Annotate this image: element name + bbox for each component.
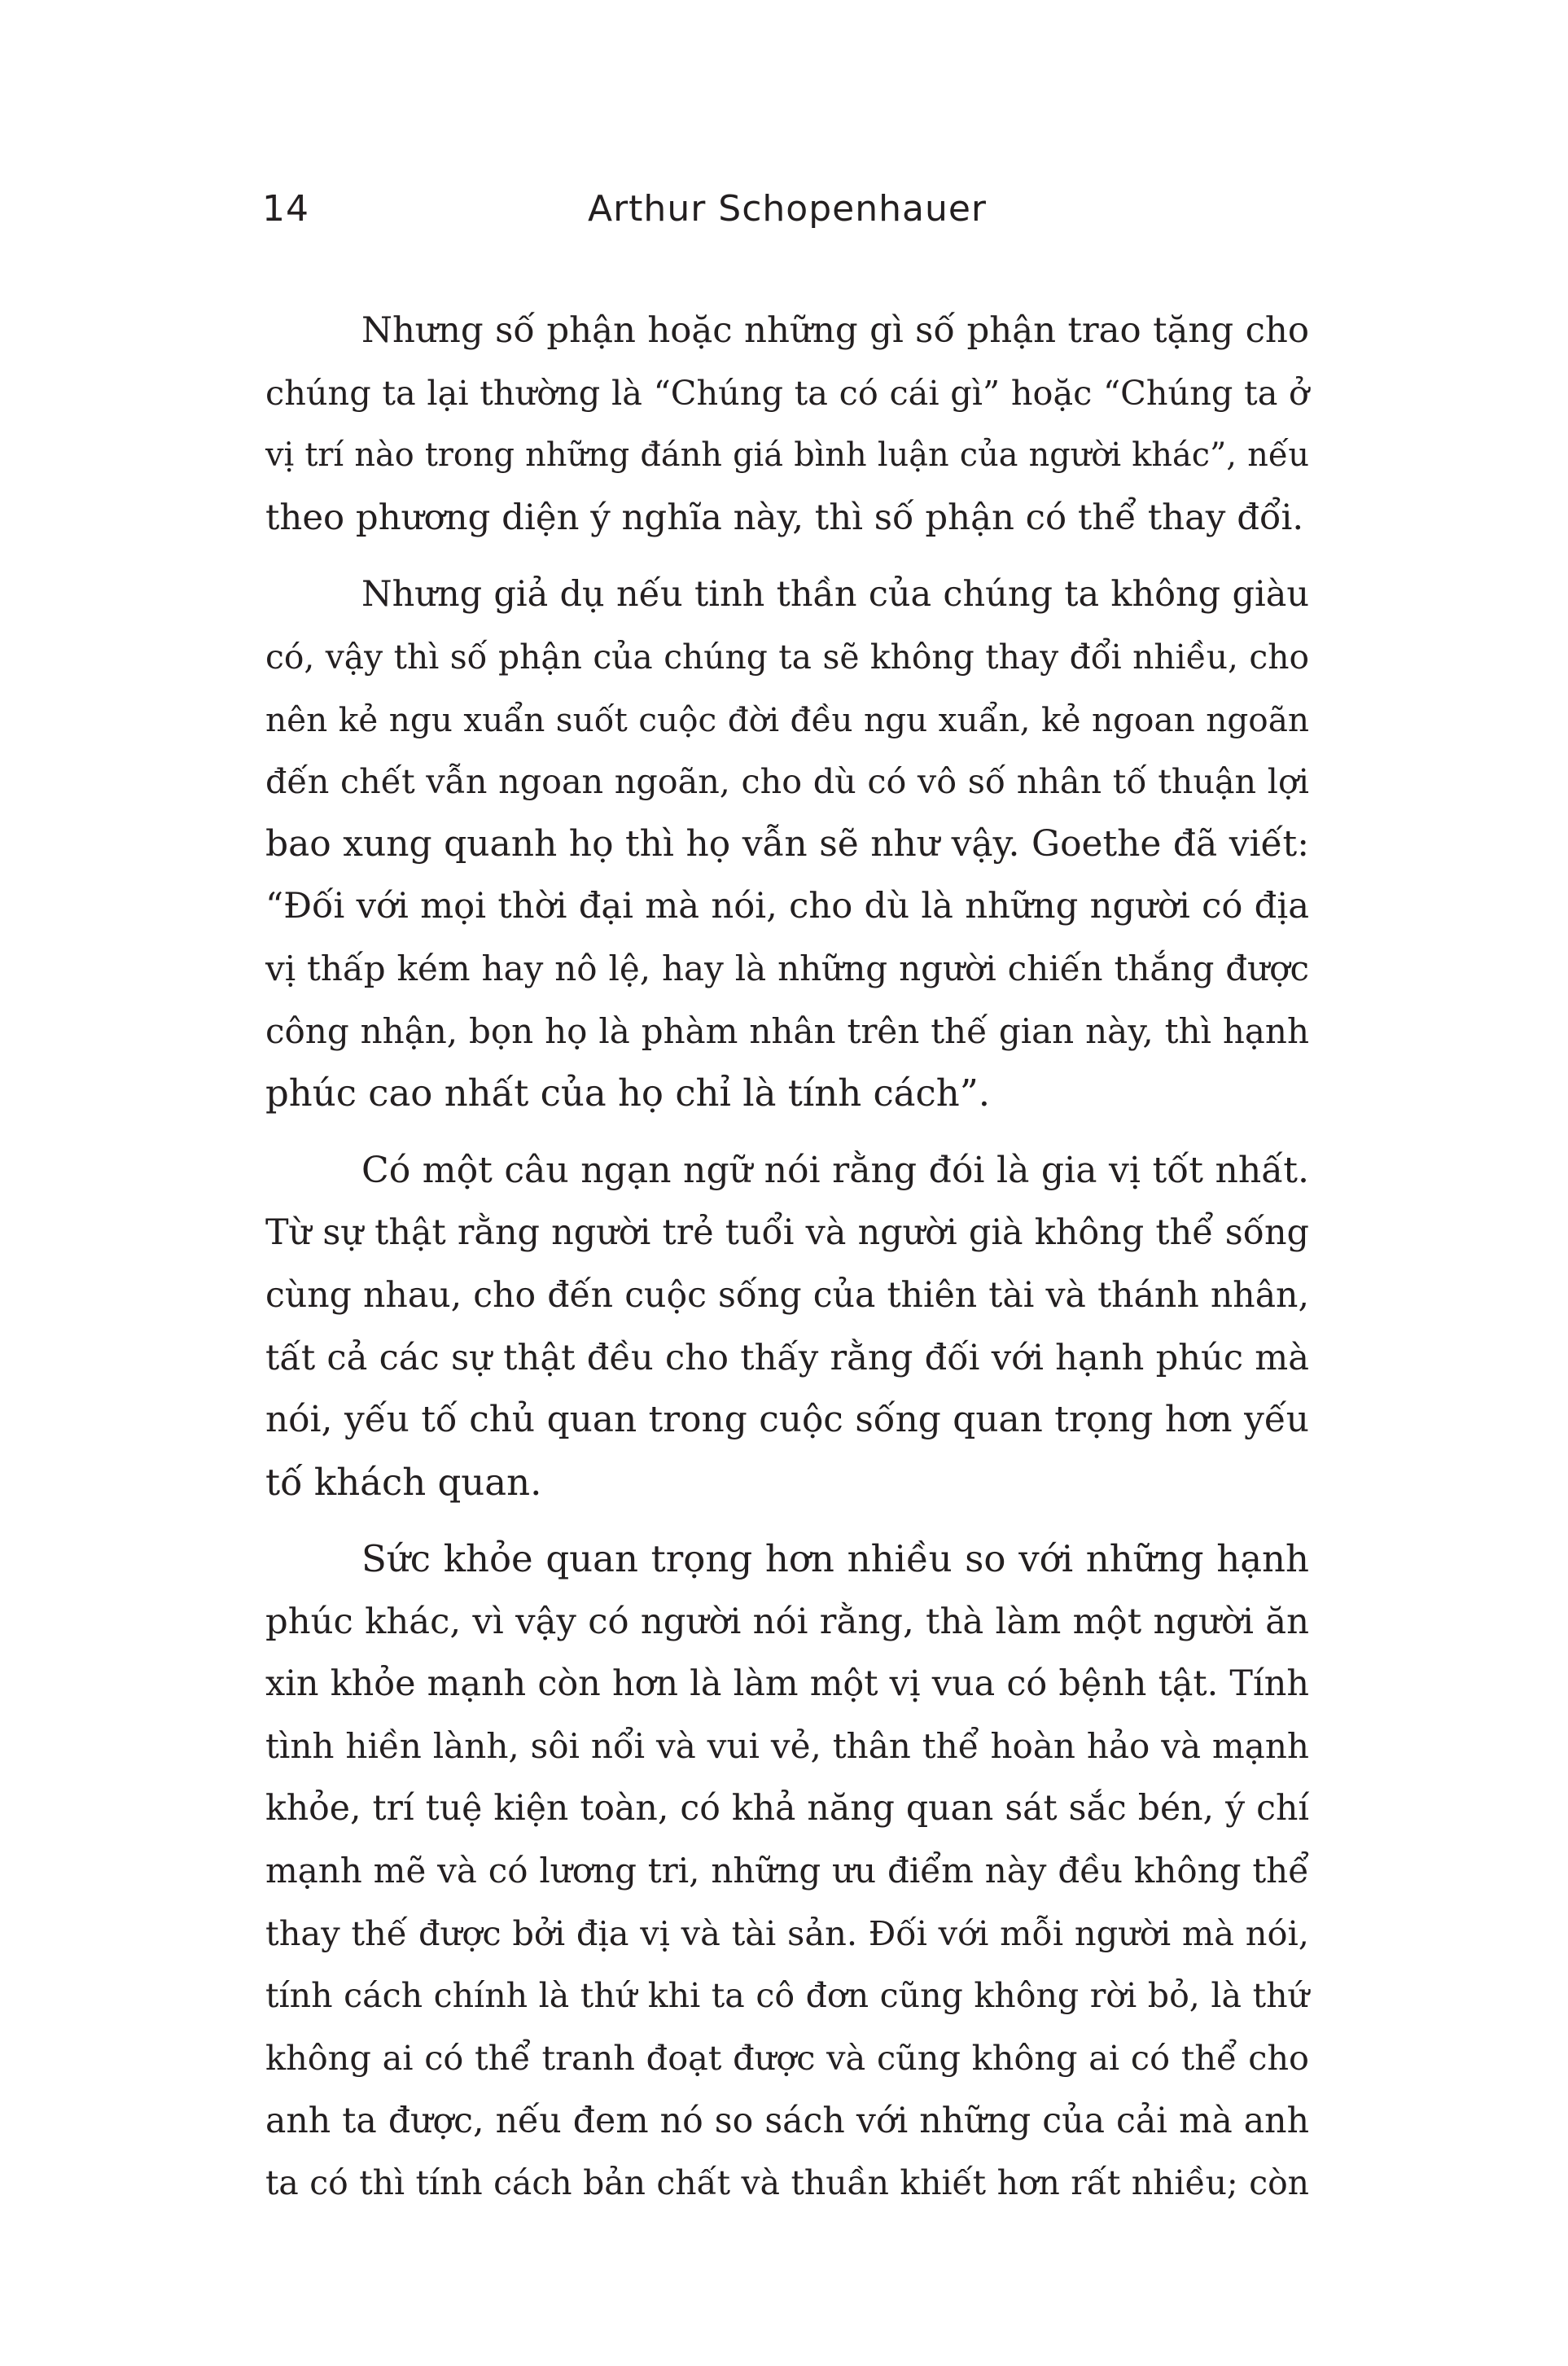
text-line: Nhưng giả dụ nếu tinh thần của chúng ta không giàu [361,574,1309,616]
text-line: vị thấp kém hay nô lệ, hay là những người chiến thắng được [265,948,1309,988]
author-name: Arthur Schopenhauer [587,188,987,230]
text-line: phúc khác, vì vậy có người nói rằng, thà làm một người ăn [265,1601,1309,1642]
text-line: Có một câu ngạn ngữ nói rằng đói là gia vị tốt nhất. [361,1149,1309,1191]
text-line: bao xung quanh họ thì họ vẫn sẽ như vậy. Goethe đã viết: [265,822,1309,865]
paragraph [265,300,1309,549]
text-line: xin khỏe mạnh còn hơn là làm một vị vua có bệnh tật. Tính [265,1663,1309,1705]
text-line: khỏe, trí tuệ kiện toàn, có khả năng quan sát sắc bén, ý chí [265,1788,1309,1829]
text-line: chúng ta lại thường là “Chúng ta có cái gì” hoặc “Chúng ta ở [265,373,1309,413]
text-line: Sức khỏe quan trọng hơn nhiều so với những hạnh [361,1537,1309,1581]
text-line: vị trí nào trong những đánh giá bình luận của người khác”, nếu [265,436,1309,475]
text-line: tính cách chính là thứ khi ta cô đơn cũng không rời bỏ, là thứ [265,1976,1309,2016]
text-line: “Đối với mọi thời đại mà nói, cho dù là những người có địa [265,886,1309,927]
text-line: tình hiền lành, sôi nổi và vui vẻ, thân thể hoàn hảo và mạnh [265,1726,1309,1767]
text-line: tất cả các sự thật đều cho thấy rằng đối với hạnh phúc mà [265,1337,1309,1378]
text-line: theo phương diện ý nghĩa này, thì số phận có thể thay đổi. [265,497,1304,538]
text-line: anh ta được, nếu đem nó so sách với những của cải mà anh [265,2100,1309,2141]
body-text [265,300,1309,2229]
text-line: ta có thì tính cách bản chất và thuần khiết hơn rất nhiều; còn [265,2163,1309,2203]
running-header [262,181,1312,238]
text-line: tố khách quan. [265,1460,542,1504]
text-line: phúc cao nhất của họ chỉ là tính cách”. [265,1071,991,1115]
text-line: Nhưng số phận hoặc những gì số phận trao tặng cho [361,310,1309,351]
paragraph [265,1528,1309,2215]
text-line: có, vậy thì số phận của chúng ta sẽ không thay đổi nhiều, cho [265,637,1309,677]
text-line: nên kẻ ngu xuẩn suốt cuộc đời đều ngu xuẩn, kẻ ngoan ngoãn [265,699,1309,739]
text-line: cùng nhau, cho đến cuộc sống của thiên tài và thánh nhân, [265,1274,1309,1316]
text-line: nói, yếu tố chủ quan trong cuộc sống quan trọng hơn yếu [265,1399,1309,1441]
text-line: đến chết vẫn ngoan ngoãn, cho dù có vô số nhân tố thuận lợi [265,762,1309,802]
text-line: thay thế được bởi địa vị và tài sản. Đối với mỗi người mà nói, [265,1913,1309,1953]
page-number: 14 [262,188,309,230]
text-line: công nhận, bọn họ là phàm nhân trên thế gian này, thì hạnh [265,1010,1309,1051]
text-line: Từ sự thật rằng người trẻ tuổi và người già không thể sống [265,1212,1309,1254]
text-line: không ai có thể tranh đoạt được và cũng không ai có thể cho [265,2039,1309,2079]
text-line: mạnh mẽ và có lương tri, những ưu điểm này đều không thể [265,1851,1309,1891]
paragraph [265,1140,1309,1514]
paragraph [265,563,1309,1124]
